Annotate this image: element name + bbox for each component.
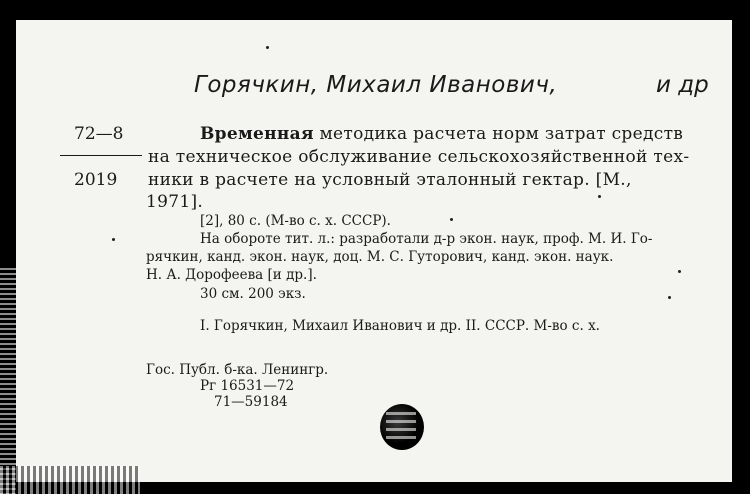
title-line-1-text: методика расчета норм затрат средств (313, 124, 684, 144)
title-line-2: на техническое обслуживание сельскохозяйственной тех- (148, 147, 690, 167)
speck (668, 296, 671, 299)
speck (450, 218, 453, 221)
ink-stamp-blot (380, 404, 424, 450)
call-number-top: 72—8 (74, 124, 124, 144)
speck (266, 46, 269, 49)
scan-edge-left (0, 268, 16, 494)
note-line-2: рячкин, канд. экон. наук, доц. М. С. Гуторович, канд. экон. наук. (146, 249, 614, 265)
registry-number-line: Рг 16531—72 (200, 378, 295, 394)
library-line: Гос. Публ. б-ка. Ленингр. (146, 362, 329, 378)
order-number-line: 71—59184 (214, 394, 288, 410)
card-heading: Горячкин, Михаил Иванович, (194, 72, 558, 98)
scan-edge-bottom (0, 466, 140, 494)
title-line-4: 1971]. (146, 192, 204, 212)
catalog-card (16, 20, 732, 482)
speck (112, 238, 115, 241)
note-line-1: На обороте тит. л.: разработали д-р экон. наук, проф. М. И. Го- (200, 231, 653, 247)
title-line-1 (200, 124, 683, 144)
note-line-3: Н. А. Дорофеева [и др.]. (146, 267, 317, 283)
speck (678, 270, 681, 273)
pagination-line: [2], 80 с. (М-во с. х. СССР). (200, 213, 391, 229)
title-lead-word: Временная (200, 124, 314, 144)
speck (598, 195, 601, 198)
card-heading-extra: и др (656, 72, 709, 98)
call-number-rule (60, 155, 142, 156)
title-line-3: ники в расчете на условный эталонный гектар. [М., (148, 170, 632, 190)
tracings-line: I. Горячкин, Михаил Иванович и др. II. СССР. М-во с. х. (200, 318, 600, 334)
scan-edge-right (732, 0, 750, 494)
call-number-bottom: 2019 (74, 170, 118, 190)
size-print-run-line: 30 см. 200 экз. (200, 286, 306, 302)
